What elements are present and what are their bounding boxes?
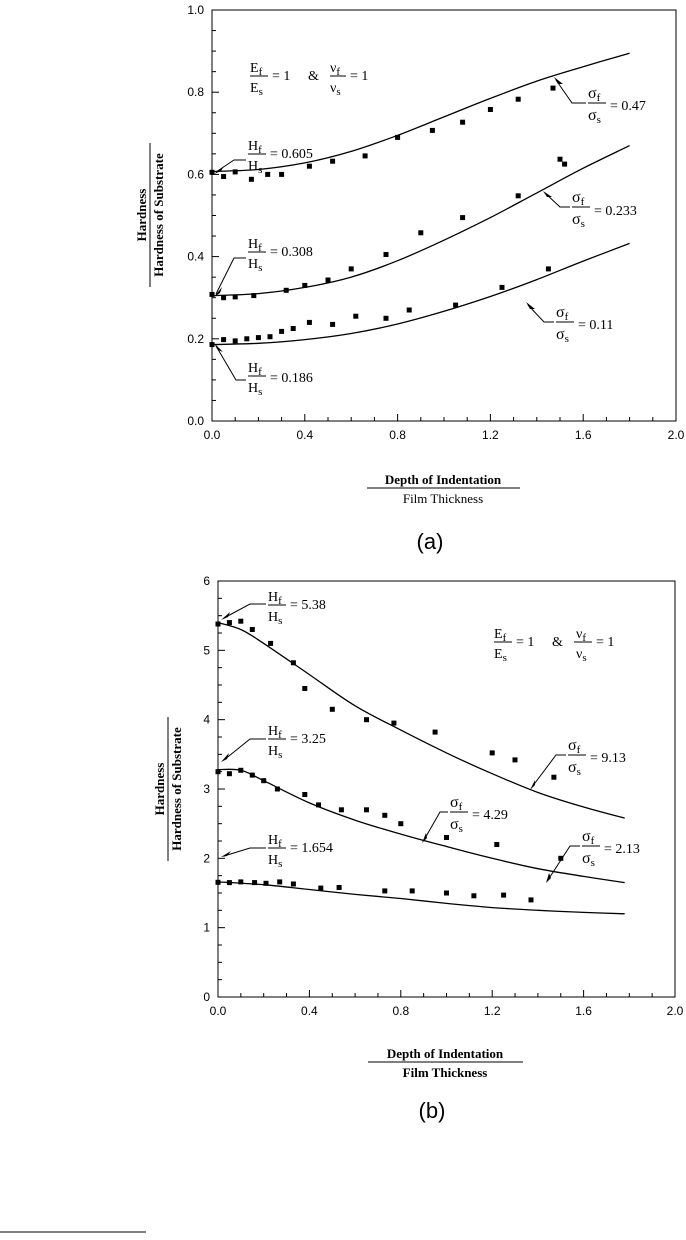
data-point-a-0-13 [516, 97, 521, 102]
y-tick-label-a-1: 0.2 [187, 331, 204, 346]
ratio-label-b-0 [530, 737, 626, 790]
y-axis-label-b [152, 717, 184, 861]
data-point-a-2-3 [244, 336, 249, 341]
points-a [210, 86, 568, 348]
svg-text:Hs: $H_s$ [268, 744, 283, 761]
data-point-a-2-2 [233, 338, 238, 343]
data-point-a-0-15 [558, 157, 563, 162]
svg-text:Hs: $H_s$ [268, 610, 283, 627]
data-point-b-1-4 [261, 778, 266, 783]
data-point-b-1-5 [275, 787, 280, 792]
data-point-b-1-2 [238, 768, 243, 773]
svg-text:= 1: = 1 [516, 635, 535, 650]
data-point-b-2-10 [410, 888, 415, 893]
start-label-b-2 [221, 833, 333, 870]
svg-text:σs: $\sigma_s$ [568, 759, 581, 778]
svg-text:σs: $\sigma_s$ [572, 211, 585, 230]
curves-b [218, 623, 625, 914]
x-tick-label-a-4: 1.6 [574, 428, 592, 442]
data-point-a-1-4 [284, 288, 289, 293]
y-tick-label-a-4: 0.8 [187, 85, 204, 100]
data-point-a-1-10 [460, 215, 465, 220]
y-tick-labels-b [203, 574, 210, 1004]
svg-text:= 0.47: = 0.47 [610, 99, 646, 114]
data-point-a-2-15 [546, 266, 551, 271]
data-point-a-2-11 [384, 316, 389, 321]
svg-text:Hf: $H_f$ [268, 724, 282, 741]
y-label-den-b: Hardness of Substrate [169, 727, 184, 851]
data-point-b-2-1 [227, 880, 232, 885]
data-point-b-1-12 [444, 835, 449, 840]
svg-text:Hf: $H_f$ [248, 361, 262, 378]
data-point-b-2-5 [277, 879, 282, 884]
svg-text:σf: $\sigma_f$ [582, 828, 595, 847]
data-point-a-0-0 [210, 170, 215, 175]
data-point-a-2-5 [268, 334, 273, 339]
svg-text:= 1.654: = 1.654 [290, 841, 333, 856]
svg-text:= 5.38: = 5.38 [290, 598, 326, 613]
x-tick-labels-b [210, 1004, 684, 1018]
data-point-b-2-13 [501, 893, 506, 898]
data-point-a-0-11 [460, 120, 465, 125]
y-tick-label-b-2: 2 [203, 851, 210, 866]
data-point-a-0-10 [430, 128, 435, 133]
svg-text:= 1: = 1 [350, 69, 369, 84]
data-point-a-2-9 [330, 322, 335, 327]
conditions-b [494, 627, 614, 664]
svg-text:Es: $E_s$ [250, 81, 263, 98]
data-point-a-2-8 [307, 320, 312, 325]
data-point-b-2-12 [471, 893, 476, 898]
data-point-a-1-0 [210, 292, 215, 297]
ratio-label-b-2 [546, 828, 640, 883]
data-point-a-2-12 [407, 308, 412, 313]
y-axis-label-a [134, 143, 166, 287]
data-point-a-0-3 [249, 177, 254, 182]
data-point-b-2-11 [444, 891, 449, 896]
data-point-a-1-5 [302, 283, 307, 288]
y-tick-label-a-0: 0.0 [187, 414, 204, 428]
y-tick-label-b-6: 6 [203, 574, 210, 588]
x-tick-label-b-1: 0.4 [301, 1004, 318, 1018]
x-axis-label-b [368, 1046, 523, 1080]
svg-text:= 0.308: = 0.308 [270, 245, 313, 260]
svg-text:Ef: $E_f$ [494, 627, 507, 644]
data-point-a-0-14 [551, 86, 556, 91]
data-point-a-1-2 [233, 294, 238, 299]
x-tick-label-b-4: 1.6 [575, 1004, 592, 1018]
svg-text:σs: $\sigma_s$ [582, 850, 595, 869]
data-point-a-0-6 [307, 164, 312, 169]
data-point-b-2-6 [291, 882, 296, 887]
y-tick-label-a-3: 0.6 [187, 167, 204, 182]
data-point-b-1-3 [250, 773, 255, 778]
svg-text:= 4.29: = 4.29 [472, 808, 508, 823]
x-tick-label-a-1: 0.4 [296, 428, 314, 442]
svg-text:Hs: $H_s$ [248, 381, 263, 398]
y-label-num-a: Hardness [134, 188, 149, 242]
data-point-b-1-1 [227, 771, 232, 776]
y-label-den-a: Hardness of Substrate [151, 153, 166, 277]
svg-text:νf: $\nu_f$ [330, 61, 341, 78]
y-tick-label-b-1: 1 [203, 920, 210, 935]
data-point-a-1-1 [221, 295, 226, 300]
data-point-a-0-4 [265, 172, 270, 177]
chart-b [152, 574, 684, 1123]
ratio-label-a-1 [543, 189, 637, 230]
y-tick-label-b-5: 5 [203, 643, 210, 658]
svg-text:= 1: = 1 [272, 69, 291, 84]
data-point-b-2-0 [216, 880, 221, 885]
data-point-a-2-10 [353, 314, 358, 319]
svg-text:σf: $\sigma_f$ [556, 304, 569, 323]
data-point-b-1-7 [316, 802, 321, 807]
svg-text:σs: $\sigma_s$ [588, 107, 601, 126]
svg-text:= 0.186: = 0.186 [270, 371, 313, 386]
svg-text:Hs: $H_s$ [268, 853, 283, 870]
start-label-b-0 [221, 590, 326, 627]
svg-text:Es: $E_s$ [494, 647, 507, 664]
ratio-label-a-0 [554, 77, 646, 126]
ratio-label-a-2 [526, 302, 613, 345]
svg-text:σs: $\sigma_s$ [450, 816, 463, 835]
data-point-a-0-2 [233, 169, 238, 174]
x-tick-label-b-5: 2.0 [666, 1004, 684, 1018]
data-point-a-2-7 [291, 326, 296, 331]
svg-text:νf: $\nu_f$ [576, 627, 587, 644]
data-point-b-2-14 [529, 897, 534, 902]
data-point-b-0-0 [216, 622, 221, 627]
y-tick-label-b-3: 3 [203, 782, 210, 796]
data-point-a-1-11 [516, 193, 521, 198]
data-point-b-0-3 [250, 627, 255, 632]
panel-label-a: (a) [416, 529, 444, 554]
data-point-b-1-11 [398, 821, 403, 826]
y-tick-label-a-2: 0.4 [187, 249, 204, 264]
y-tick-label-b-4: 4 [203, 712, 210, 727]
data-point-a-0-1 [221, 174, 226, 179]
x-label-den-b: Film Thickness [402, 1065, 488, 1080]
panel-label-b: (b) [418, 1098, 446, 1123]
x-axis-label-a [367, 472, 520, 506]
data-point-a-1-7 [349, 266, 354, 271]
data-point-b-0-5 [291, 660, 296, 665]
data-point-b-0-10 [433, 730, 438, 735]
data-point-b-0-7 [330, 707, 335, 712]
svg-text:= 1: = 1 [596, 635, 615, 650]
data-point-b-2-2 [238, 879, 243, 884]
data-point-a-2-0 [210, 342, 215, 347]
svg-text:= 9.13: = 9.13 [590, 751, 626, 766]
svg-text:Hs: $H_s$ [248, 257, 263, 274]
svg-text:= 2.13: = 2.13 [604, 842, 640, 857]
x-tick-label-a-0: 0.0 [203, 428, 221, 442]
data-point-b-1-8 [339, 807, 344, 812]
y-label-num-b: Hardness [152, 762, 167, 816]
data-point-b-1-10 [382, 813, 387, 818]
start-label-a-2 [214, 343, 313, 398]
x-tick-label-b-0: 0.0 [209, 1004, 227, 1018]
x-label-num-a: Depth of Indentation [384, 472, 502, 487]
data-point-b-0-11 [490, 750, 495, 755]
svg-text:= 3.25: = 3.25 [290, 732, 326, 747]
svg-text:νs: $\nu_s$ [576, 647, 587, 664]
data-point-b-2-7 [318, 886, 323, 891]
data-point-b-2-9 [382, 888, 387, 893]
svg-text:σs: $\sigma_s$ [556, 326, 569, 345]
data-point-b-1-9 [364, 807, 369, 812]
data-point-a-0-12 [488, 107, 493, 112]
x-label-num-b: Depth of Indentation [386, 1046, 504, 1061]
svg-text:σf: $\sigma_f$ [572, 189, 585, 208]
svg-text:νs: $\nu_s$ [330, 81, 341, 98]
conditions-a [250, 61, 368, 98]
curves-a [212, 53, 630, 344]
svg-text:= 0.11: = 0.11 [578, 318, 614, 333]
svg-text:σf: $\sigma_f$ [588, 85, 601, 104]
data-point-a-2-14 [500, 285, 505, 290]
svg-text:σf: $\sigma_f$ [568, 737, 581, 756]
data-point-a-2-1 [221, 337, 226, 342]
data-point-b-0-1 [227, 620, 232, 625]
data-point-a-1-8 [384, 252, 389, 257]
data-point-b-0-13 [551, 775, 556, 780]
ratio-label-b-1 [422, 794, 508, 843]
data-point-a-1-12 [562, 162, 567, 167]
y-tick-label-b-0: 0 [203, 990, 210, 1004]
data-point-a-0-8 [363, 153, 368, 158]
data-point-b-2-4 [264, 881, 269, 886]
svg-text:Hf: $H_f$ [268, 590, 282, 607]
data-point-a-0-7 [330, 159, 335, 164]
svg-text:σf: $\sigma_f$ [450, 794, 463, 813]
x-tick-label-a-3: 1.2 [482, 428, 499, 442]
svg-text:&: & [308, 69, 319, 84]
svg-text:= 0.605: = 0.605 [270, 147, 313, 162]
data-point-b-0-6 [302, 686, 307, 691]
data-point-b-0-8 [364, 717, 369, 722]
svg-text:Hf: $H_f$ [268, 833, 282, 850]
data-point-a-2-13 [453, 303, 458, 308]
x-tick-label-a-5: 2.0 [667, 428, 685, 442]
data-point-b-2-8 [337, 885, 342, 890]
chart-a [134, 3, 685, 554]
x-tick-labels-a [204, 428, 685, 442]
svg-text:Ef: $E_f$ [250, 61, 263, 78]
data-point-a-2-6 [279, 329, 284, 334]
data-point-a-1-9 [418, 230, 423, 235]
start-label-b-1 [221, 724, 326, 762]
x-label-den-a: Film Thickness [402, 491, 484, 506]
svg-text:&: & [552, 635, 563, 650]
data-point-b-1-6 [302, 792, 307, 797]
data-point-b-2-3 [252, 880, 257, 885]
data-point-a-1-3 [251, 293, 256, 298]
data-point-a-0-5 [279, 172, 284, 177]
data-point-b-0-12 [513, 757, 518, 762]
svg-text:Hs: $H_s$ [248, 159, 263, 176]
x-tick-label-a-2: 0.8 [389, 428, 406, 442]
x-tick-label-b-3: 1.2 [483, 1004, 501, 1018]
data-point-b-1-13 [494, 842, 499, 847]
data-point-b-0-2 [238, 619, 243, 624]
svg-text:= 0.233: = 0.233 [594, 204, 637, 219]
svg-text:Hf: $H_f$ [248, 139, 262, 156]
svg-text:Hf: $H_f$ [248, 237, 262, 254]
data-point-a-0-9 [395, 135, 400, 140]
data-point-b-0-9 [391, 721, 396, 726]
data-point-a-1-6 [326, 278, 331, 283]
fit-curve-b-2 [218, 882, 625, 914]
y-tick-labels-a [187, 3, 204, 428]
y-tick-label-a-5: 1.0 [187, 3, 204, 17]
data-point-b-1-0 [216, 769, 221, 774]
data-point-b-0-4 [268, 641, 273, 646]
data-point-a-2-4 [256, 335, 261, 340]
x-tick-label-b-2: 0.8 [392, 1004, 410, 1018]
